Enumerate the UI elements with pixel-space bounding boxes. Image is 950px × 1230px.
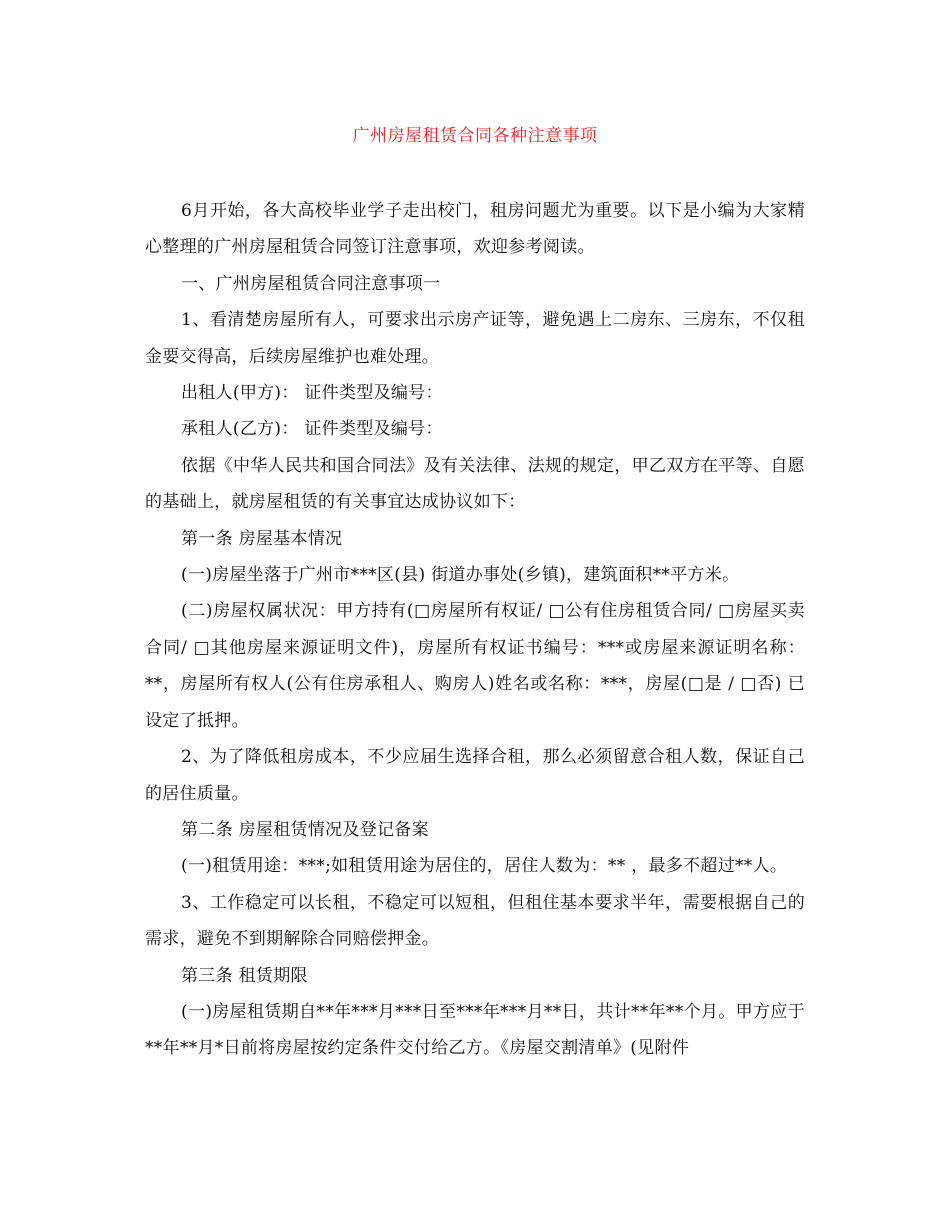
paragraph-article-1-heading: 第一条 房屋基本情况 [181,528,343,549]
document-body [145,193,805,1067]
paragraph-tip-2: 2、为了降低租房成本，不少应届生选择合租，那么必须留意合租人数，保证自己的居住质量。 [145,747,805,804]
paragraph-article-1-item-2: (二)房屋权属状况：甲方持有(□房屋所有权证/ □公有住房租赁合同/ □房屋买卖合同/ □其他房屋来源证明文件)，房屋所有权证书编号：***或房屋来源证明名称：**，房屋所有权人(公有住房承租人、购房人)姓名或名称：***，房屋(□是 / □否) 已设定了抵押。 [145,601,805,731]
paragraph-legal-basis: 依据《中华人民共和国合同法》及有关法律、法规的规定，甲乙双方在平等、自愿的基础上，就房屋租赁的有关事宜达成协议如下： [145,455,805,513]
document-title: 广州房屋租赁合同各种注意事项 [352,126,598,146]
paragraph-lessor: 出租人(甲方)： 证件类型及编号： [181,383,443,404]
paragraph-article-3-heading: 第三条 租赁期限 [181,965,308,986]
paragraph-article-1-item-1: (一)房屋坐落于广州市***区(县) 街道办事处(乡镇)，建筑面积**平方米。 [181,565,740,586]
paragraph-tip-1: 1、看清楚房屋所有人，可要求出示房产证等，避免遇上二房东、三房东，不仅租金要交得高，后续房屋维护也难处理。 [145,310,805,367]
paragraph-lessee: 承租人(乙方)： 证件类型及编号： [181,419,443,440]
paragraph-article-3-item-1: (一)房屋租赁期自**年***月***日至***年***月**日，共计**年**个月。甲方应于**年**月*日前将房屋按约定条件交付给乙方。《房屋交割清单》(见附件 [145,1001,805,1059]
paragraph-article-2-item-1: (一)租赁用途：***;如租赁用途为居住的，居住人数为：** ，最多不超过**人。 [181,856,788,877]
paragraph-section-heading: 一、广州房屋租赁合同注意事项一 [181,273,441,294]
paragraph-article-2-heading: 第二条 房屋租赁情况及登记备案 [181,819,429,840]
paragraph-intro: 6月开始，各大高校毕业学子走出校门，租房问题尤为重要。以下是小编为大家精心整理的广州房屋租赁合同签订注意事项，欢迎参考阅读。 [145,201,805,258]
paragraph-tip-3: 3、工作稳定可以长租，不稳定可以短租，但租住基本要求半年，需要根据自己的需求，避免不到期解除合同赔偿押金。 [145,892,805,950]
